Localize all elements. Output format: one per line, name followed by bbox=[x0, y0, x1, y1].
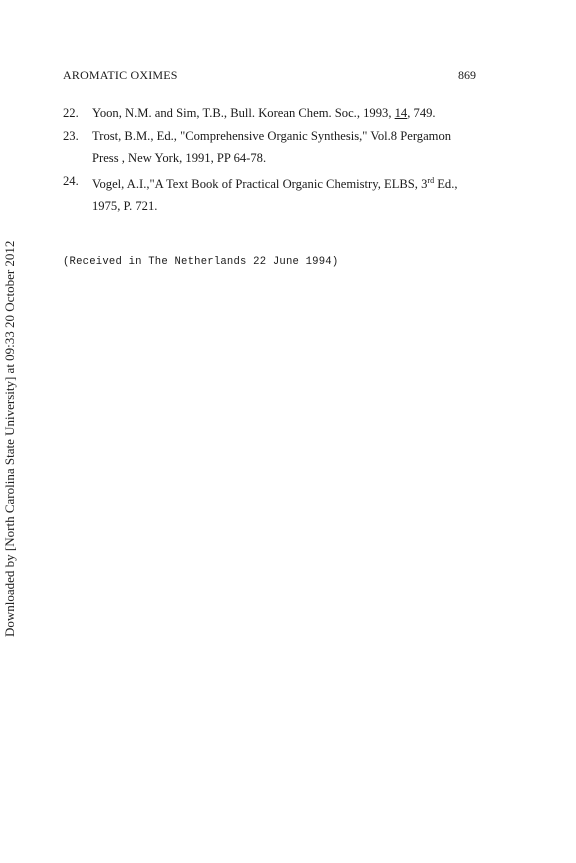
running-header-title: AROMATIC OXIMES bbox=[63, 68, 178, 82]
reference-number: 24. bbox=[63, 173, 79, 188]
reference-line: 1975, P. 721. bbox=[92, 199, 158, 214]
download-stamp: Downloaded by [North Carolina State University] at 09:33 20 October 2012 bbox=[2, 240, 17, 637]
reference-22 bbox=[63, 102, 503, 125]
reference-number: 22. bbox=[63, 106, 79, 120]
reference-list bbox=[63, 102, 503, 218]
page-number: 869 bbox=[458, 68, 476, 82]
reference-line bbox=[92, 102, 503, 125]
reference-number: 23. bbox=[63, 128, 79, 143]
reference-line: Press , New York, 1991, PP 64-78. bbox=[92, 151, 267, 165]
reference-text: Yoon, N.M. and Sim, T.B., Bull. Korean Chem. Soc., 1993, bbox=[92, 106, 395, 120]
reference-volume: 14 bbox=[394, 106, 408, 120]
reference-line: Trost, B.M., Ed., "Comprehensive Organic Synthesis," Vol.8 Pergamon bbox=[92, 128, 452, 143]
reference-24 bbox=[63, 170, 503, 218]
reference-line bbox=[92, 170, 503, 196]
reference-text: Vogel, A.I.,"A Text Book of Practical Organic Chemistry, ELBS, 3 bbox=[92, 176, 428, 191]
reference-text: , 749. bbox=[407, 106, 436, 120]
received-note: (Received in The Netherlands 22 June 1994) bbox=[63, 256, 339, 268]
reference-text: Ed., bbox=[434, 176, 458, 191]
reference-23 bbox=[63, 125, 503, 170]
reference-superscript: rd bbox=[427, 175, 435, 185]
